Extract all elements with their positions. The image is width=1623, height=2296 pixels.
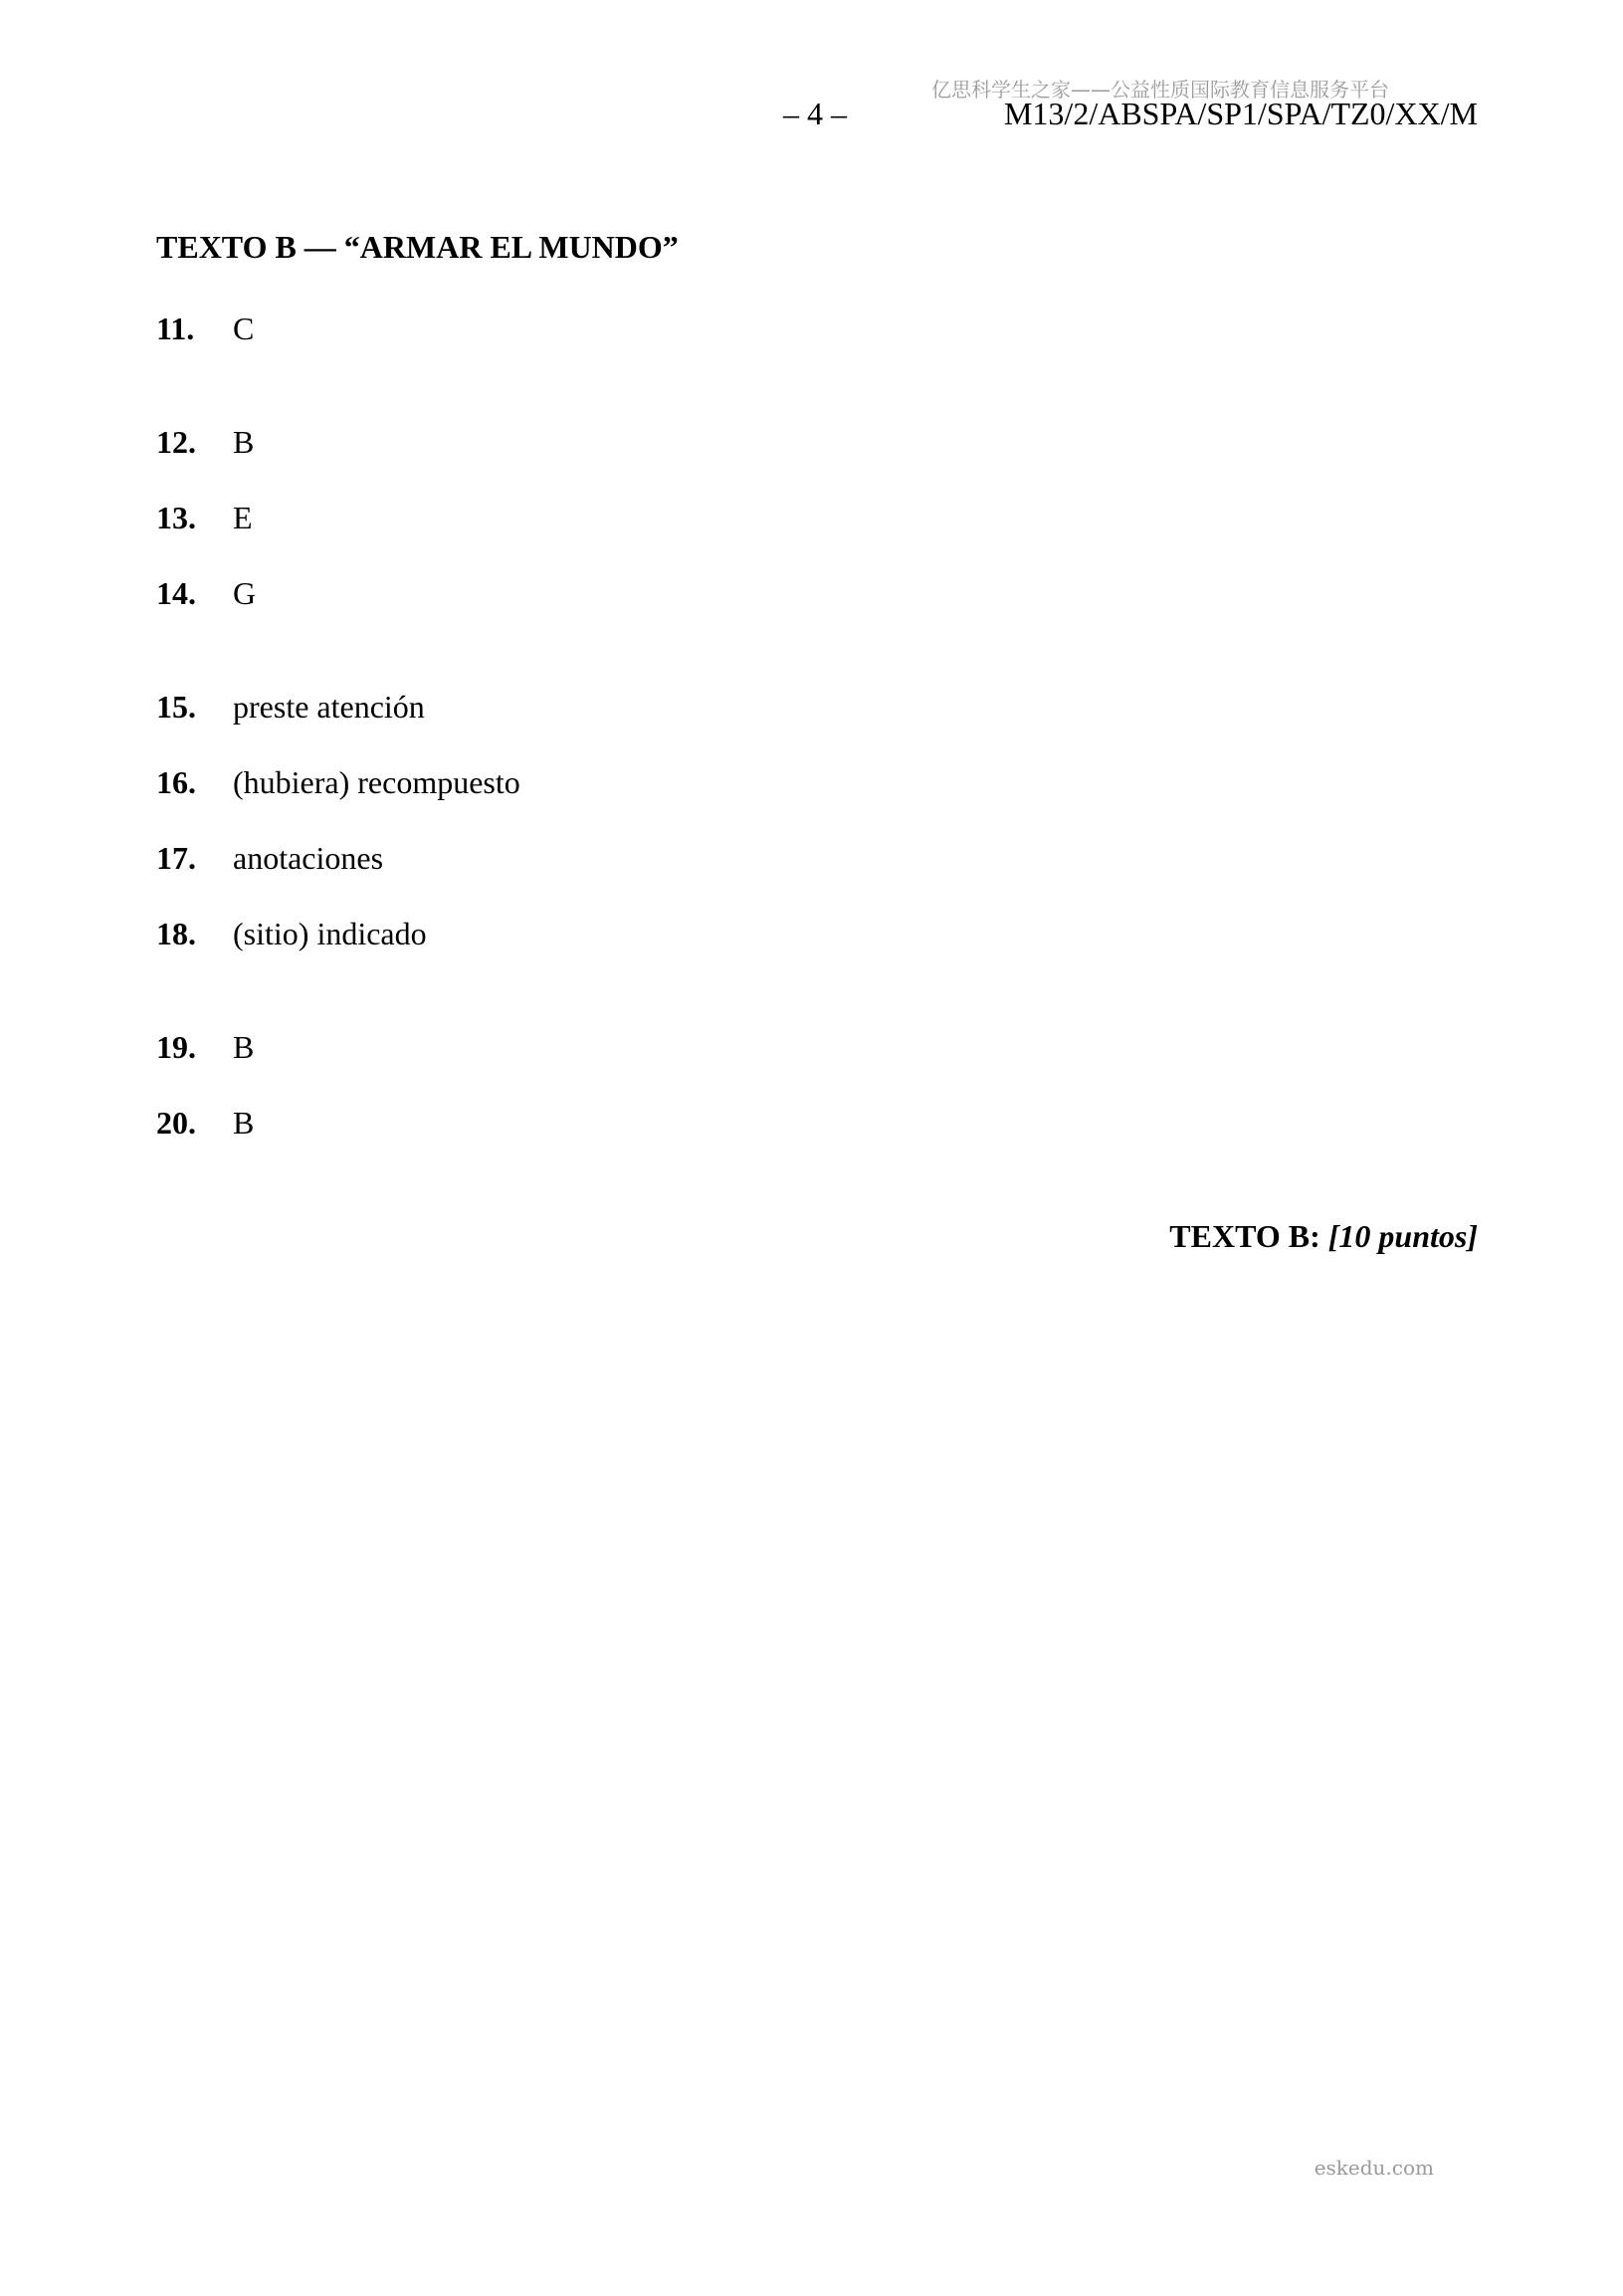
answer-item-13 [156,500,253,536]
answer-number: 20. [156,1105,196,1141]
answer-text: anotaciones [233,840,384,876]
answer-text: B [233,424,255,460]
answer-item-15 [156,689,425,726]
header-watermark: 亿思科学生之家——公益性质国际教育信息服务平台 [931,78,1389,102]
answer-item-19 [156,1029,254,1066]
answer-number: 19. [156,1029,196,1065]
answer-item-14 [156,575,256,612]
page-number: – 4 – [783,96,847,131]
section-title: TEXTO B — “ARMAR EL MUNDO” [156,229,679,265]
score-label: TEXTO B: [1169,1218,1320,1254]
answer-text: (hubiera) recompuesto [233,764,520,800]
score-total [1169,1218,1478,1255]
answer-number: 13. [156,500,196,535]
answer-number: 17. [156,840,196,876]
answer-text: C [233,311,255,346]
answer-number: 14. [156,575,196,611]
answer-text: B [233,1029,255,1065]
footer-watermark: eskedu.com [1314,2156,1434,2180]
answer-number: 18. [156,916,196,951]
answer-text: preste atención [233,689,425,725]
answer-number: 11. [156,311,195,346]
answer-item-17 [156,840,383,877]
answer-text: B [233,1105,255,1141]
answer-item-12 [156,424,254,461]
score-value: [10 puntos] [1327,1218,1478,1254]
answer-item-18 [156,916,427,952]
answer-item-20 [156,1105,254,1142]
answer-item-16 [156,764,520,801]
answer-text: E [233,500,253,535]
answer-number: 15. [156,689,196,725]
answer-number: 16. [156,764,196,800]
answer-item-11 [156,311,254,347]
answer-text: (sitio) indicado [233,916,427,951]
answer-number: 12. [156,424,196,460]
document-code: M13/2/ABSPA/SP1/SPA/TZ0/XX/M [1003,96,1478,131]
answer-text: G [233,575,257,611]
